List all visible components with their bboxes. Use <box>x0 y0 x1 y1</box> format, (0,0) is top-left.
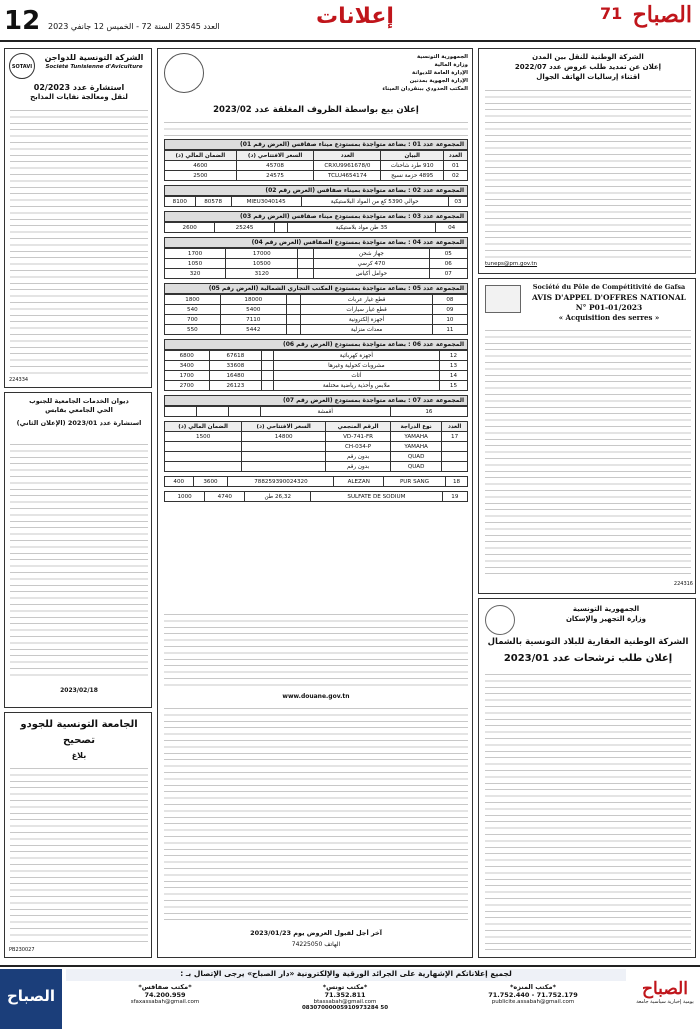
group-03-table <box>164 222 468 233</box>
judo-ad <box>4 712 152 958</box>
tunis-office-title: *مكتب تونس* <box>322 983 368 991</box>
cell <box>262 381 274 391</box>
cell: 26123 <box>209 381 262 391</box>
cell <box>262 361 274 371</box>
cell: 05 <box>429 249 467 259</box>
group-10-table <box>164 491 468 502</box>
gafsa-ad-subject: « Acquisition des serres » <box>558 313 660 322</box>
campus-ad <box>4 392 152 708</box>
cell: 1050 <box>165 259 226 269</box>
sotavi-ad-ref: 224334 <box>9 377 29 383</box>
group-02-table <box>164 196 468 207</box>
cell: 16480 <box>209 371 262 381</box>
cell: أقمشة <box>260 407 390 417</box>
table-row <box>165 171 468 181</box>
header-cell: العدد <box>442 422 468 432</box>
snit-company: الشركة الوطنية العقارية للبلاد التونسية بالشمال <box>487 637 689 647</box>
group-05-table <box>164 294 468 335</box>
logo-wordmark: الصباح <box>632 2 692 28</box>
gafsa-org: Société du Pôle de Compétitivité de Gafsa <box>532 283 686 291</box>
sfax-office <box>80 983 250 1029</box>
cell: 18000 <box>220 295 286 305</box>
cell: 2500 <box>165 171 237 181</box>
customs-ad-title: إعلان بيع بواسطة الظروف المغلقة عدد 2023/02 <box>213 105 419 115</box>
cell <box>165 462 242 472</box>
menzah-office-phone: 71.752.440 - 71.752.179 <box>488 991 578 999</box>
table-row <box>165 305 468 315</box>
cell: ALEZAN <box>334 477 384 487</box>
snit-ad-body <box>485 671 691 951</box>
table-row <box>165 351 468 361</box>
gafsa-logo-icon <box>485 285 521 313</box>
cell: 540 <box>165 305 221 315</box>
cell: 5442 <box>220 325 286 335</box>
group-06-bar: المجموعة عدد 06 : بضاعة متواجدة بمستودع (العرض رقم 06) <box>164 339 468 350</box>
gafsa-ad-body <box>485 327 691 577</box>
table-row <box>165 269 468 279</box>
cell: 02 <box>444 171 468 181</box>
cell: 1500 <box>165 432 242 442</box>
cell: أجهزة إلكترونية <box>301 315 433 325</box>
campus-ad-body <box>10 441 148 681</box>
cell: 910 طرد شاحنات <box>381 161 444 171</box>
sotavi-name-ar: الشركة التونسية للدواجن <box>44 53 144 62</box>
sfax-office-title: *مكتب صفاقس* <box>138 983 192 991</box>
cell <box>442 442 468 452</box>
group-01-bar: المجموعة عدد 01 : بضاعة متواجدة بمستودع ميناء صفاقس (العرض رقم 01) <box>164 139 468 150</box>
bank-account: 08307000005910973284 50 <box>301 1005 389 1011</box>
cell: 03 <box>448 197 467 207</box>
header-cell: نوع الدراجة <box>391 422 442 432</box>
cell: 15 <box>439 381 467 391</box>
main-logo-block <box>630 969 700 1029</box>
group-05-bar: المجموعة عدد 05 : بضاعة متواجدة بمستودع المكتب التجاري الشمالية (العرض رقم 05) <box>164 283 468 294</box>
cell <box>242 452 326 462</box>
cell <box>286 295 300 305</box>
vehicle-header-row <box>165 422 468 432</box>
gov-line-4: الإدارة الجهوية بمدنين <box>409 78 468 84</box>
campus-deadline: 2023/02/18 <box>60 687 98 694</box>
cell: 5400 <box>220 305 286 315</box>
cell: 17 <box>442 432 468 442</box>
table-row <box>165 259 468 269</box>
header-cell: الضمان المالي (د) <box>165 422 242 432</box>
cell: CH-034-P <box>326 442 391 452</box>
cell: معدات منزلية <box>301 325 433 335</box>
gafsa-ad-number: N° P01-01/2023 <box>575 303 643 312</box>
cell: 01 <box>444 161 468 171</box>
cell <box>242 442 326 452</box>
cell: 10 <box>432 315 467 325</box>
cell: 470 كرسي <box>314 259 429 269</box>
table-row <box>165 492 468 502</box>
cell <box>298 259 314 269</box>
sfax-office-email[interactable]: sfaxassabah@gmail.com <box>130 999 200 1005</box>
cell: 1800 <box>165 295 221 305</box>
footer-banner: لجميع إعلاناتكم الإشهارية على الجرائد الورقية والإلكترونية «دار الصباح» يرجى الإتصال بـ : <box>66 969 626 981</box>
table-row <box>165 315 468 325</box>
cell: 4895 حزمة نسيج <box>381 171 444 181</box>
group-02-bar: المجموعة عدد 02 : بضاعة متواجدة بميناء صفاقس (العرض رقم 02) <box>164 185 468 196</box>
cell: بدون رقم <box>326 462 391 472</box>
table-row <box>165 371 468 381</box>
cell: 24575 <box>236 171 314 181</box>
header-cell: العدد <box>314 151 381 161</box>
lots-tables <box>164 139 468 607</box>
cell: 08 <box>432 295 467 305</box>
cell: مشروبات كحولية وغيرها <box>273 361 439 371</box>
customs-conditions-text <box>164 611 468 691</box>
cell: 06 <box>429 259 467 269</box>
cell: YAMAHA <box>391 432 442 442</box>
group-04-bar: المجموعة عدد 04 : بضاعة متواجدة بمستودع الصفاقس (العرض رقم 04) <box>164 237 468 248</box>
cell: 1700 <box>165 249 226 259</box>
cell: TCLU4654174 <box>314 171 381 181</box>
cell: 4740 <box>205 492 245 502</box>
table-row <box>165 223 468 233</box>
cell <box>165 407 197 417</box>
table-row <box>165 407 468 417</box>
cell: PUR SANG <box>384 477 446 487</box>
judo-subtitle: بلاغ <box>71 751 87 760</box>
customs-deadline: آخر أجل لقبول العروض يوم 2023/01/23 <box>250 929 382 937</box>
transport-org: الشركة الوطنية للنقل بين المدن <box>532 53 644 61</box>
cell: جهاز شحن <box>314 249 429 259</box>
lot-header-row <box>165 151 468 161</box>
cell: 12 <box>439 351 467 361</box>
cell: أجهزة كهربائية <box>273 351 439 361</box>
tunis-office-phone: 71.352.811 <box>324 991 366 999</box>
cell: 1700 <box>165 371 210 381</box>
menzah-office <box>440 983 626 1029</box>
sotavi-logo-icon: SOTAVI <box>9 53 35 79</box>
cell: 7110 <box>220 315 286 325</box>
judo-ad-ref: PB230027 <box>9 947 35 953</box>
cell: 400 <box>165 477 194 487</box>
section-title: إعلانات <box>316 4 394 29</box>
cell <box>165 452 242 462</box>
vehicles-table <box>164 421 468 472</box>
menzah-office-email[interactable]: publicite.assabah@gmail.com <box>491 999 575 1005</box>
header-cell: البيان <box>381 151 444 161</box>
cell: 13 <box>439 361 467 371</box>
gafsa-ad <box>478 278 696 594</box>
sotavi-ad-title: استشارة عدد 02/2023 <box>33 83 125 92</box>
cell: SULFATE DE SODIUM <box>311 492 443 502</box>
group-06-table <box>164 350 468 391</box>
table-row <box>165 161 468 171</box>
cell: 19 <box>442 492 467 502</box>
cell: 18 <box>446 477 468 487</box>
cell: QUAD <box>391 462 442 472</box>
issue-line: العدد 23545 السنة 72 - الخميس 12 جانفي 2023 <box>48 22 220 31</box>
horse-table <box>164 476 468 487</box>
campus-org: ديوان الخدمات الجامعية للجنوب <box>29 397 129 405</box>
cell <box>262 371 274 381</box>
cell: 2700 <box>165 381 210 391</box>
group-03-bar: المجموعة عدد 03 : بضاعة متواجدة بمستودع ميناء صفاقس (العرض رقم 03) <box>164 211 468 222</box>
cell: VD-741-FR <box>326 432 391 442</box>
cell: 3600 <box>193 477 228 487</box>
header-cell: الضمان المالي (د) <box>165 151 237 161</box>
gov-line-1: الجمهورية التونسية <box>416 54 468 60</box>
header-cell: السعر الافتتاحي (د) <box>236 151 314 161</box>
snit-ad-title: إعلان طلب ترشحات عدد 2023/01 <box>503 653 673 664</box>
left-column <box>4 48 152 958</box>
cell <box>286 315 300 325</box>
cell: 14 <box>439 371 467 381</box>
tunis-office <box>260 983 430 1029</box>
group-07-table <box>164 406 468 417</box>
cell: 04 <box>436 223 468 233</box>
cell: 35 طن مواد بلاستيكية <box>287 223 435 233</box>
mini-logo: الصباح <box>6 987 56 1005</box>
tunisia-seal-icon <box>164 53 204 93</box>
header-cell: الرقم المنجمي <box>326 422 391 432</box>
sotavi-ad-subtitle: لنقل ومعالجة نفايات المذابح <box>30 93 128 101</box>
customs-gov-block <box>308 53 468 103</box>
gov-line-2: وزارة المالية <box>434 62 468 68</box>
transport-ad <box>478 48 696 274</box>
judo-ad-body <box>10 765 148 945</box>
table-row <box>165 295 468 305</box>
cell <box>298 269 314 279</box>
cell: حوالي 5390 كغ من المواد البلاستيكية <box>301 197 448 207</box>
sotavi-name-fr: Société Tunisienne d'Aviculture <box>45 64 143 70</box>
cell <box>298 249 314 259</box>
mini-logo-block <box>0 969 62 1029</box>
group-04-table <box>164 248 468 279</box>
table-row <box>165 197 468 207</box>
cell <box>286 325 300 335</box>
menzah-office-title: *مكتب المنزه* <box>510 983 556 991</box>
tunis-office-email[interactable]: btassabah@gmail.com <box>313 999 377 1005</box>
sfax-office-phone: 74.200.959 <box>144 991 186 999</box>
campus-org-sub: الحي الجامعي بقابس <box>45 406 113 414</box>
cell: 09 <box>432 305 467 315</box>
transport-ad-subtitle: اقتناء إرساليات الهاتف الجوال <box>536 73 640 81</box>
snit-ministry: وزارة التجهيز والإسكان <box>565 615 647 623</box>
group-07-bar: المجموعة عدد 07 : بضاعة متواجدة بمستودع (العرض رقم 07) <box>164 395 468 406</box>
cell: 17000 <box>226 249 298 259</box>
cell: 550 <box>165 325 221 335</box>
transport-ad-body <box>485 87 691 259</box>
footer-logo: الصباح <box>642 979 688 999</box>
customs-ad-intro <box>164 119 468 137</box>
cell <box>274 223 287 233</box>
transport-email[interactable]: tuneps@pm.gov.tn <box>485 261 538 267</box>
transport-ad-title: إعلان عن تمديد طلب عروض عدد 2022/07 <box>514 63 662 71</box>
footer-tagline: يومية إخبارية سياسية جامعة <box>636 999 694 1005</box>
table-row <box>165 325 468 335</box>
gov-line-3: الإدارة العامة للديوانة <box>412 70 468 76</box>
cell: 45708 <box>236 161 314 171</box>
gafsa-ad-ref: 224316 <box>673 581 693 587</box>
customs-website[interactable]: www.douane.gov.tn <box>282 693 350 700</box>
cell <box>165 442 242 452</box>
cell <box>442 462 468 472</box>
cell <box>442 452 468 462</box>
snit-ad <box>478 598 696 958</box>
cell: 6800 <box>165 351 210 361</box>
table-row <box>165 381 468 391</box>
cell: أثاث <box>273 371 439 381</box>
cell: قطع غيار سيارات <box>301 305 433 315</box>
right-column <box>478 48 696 958</box>
table-row <box>165 462 468 472</box>
sotavi-ad <box>4 48 152 388</box>
page-footer <box>0 965 700 1029</box>
cell: CRXU9961678/0 <box>314 161 381 171</box>
cell: 14800 <box>242 432 326 442</box>
cell: 3400 <box>165 361 210 371</box>
cell <box>262 351 274 361</box>
cell: قطع غيار عربات <box>301 295 433 305</box>
cell <box>286 305 300 315</box>
page-header <box>0 0 700 42</box>
cell <box>196 407 228 417</box>
cell: 4600 <box>165 161 237 171</box>
cell: 788259390024320 <box>228 477 334 487</box>
cell: QUAD <box>391 452 442 462</box>
cell: 1000 <box>165 492 205 502</box>
customs-sale-ad <box>157 48 473 958</box>
cell: 07 <box>429 269 467 279</box>
cell: 8100 <box>165 197 196 207</box>
customs-phone: الهاتف 74225050 <box>291 941 341 948</box>
campus-ad-title: استشارة عدد 2023/01 (الإعلان الثاني) <box>16 419 142 427</box>
cell <box>242 462 326 472</box>
cell: ملابس وأحذية رياضية مختلفة <box>273 381 439 391</box>
snit-gov: الجمهورية التونسية <box>572 605 640 613</box>
cell: 67618 <box>209 351 262 361</box>
table-row <box>165 432 468 442</box>
table-row <box>165 452 468 462</box>
cell: حوامل أكياس <box>314 269 429 279</box>
tunisia-seal-icon <box>485 605 515 635</box>
judo-title: تصحيح <box>62 735 96 746</box>
logo-anniversary: 71 <box>600 4 623 23</box>
customs-procedure-text <box>164 705 468 925</box>
page-number: 12 <box>4 6 41 36</box>
cell: YAMAHA <box>391 442 442 452</box>
table-row <box>165 442 468 452</box>
group-01-table <box>164 150 468 181</box>
cell: MIEU3040145 <box>231 197 301 207</box>
cell: 11 <box>432 325 467 335</box>
cell: بدون رقم <box>326 452 391 462</box>
cell: 10500 <box>226 259 298 269</box>
header-cell: العدد <box>444 151 468 161</box>
cell: 25245 <box>215 223 275 233</box>
cell: 16 <box>390 407 467 417</box>
gafsa-ad-title: AVIS D'APPEL D'OFFRES NATIONAL <box>532 293 686 302</box>
cell: 700 <box>165 315 221 325</box>
cell: 2600 <box>165 223 215 233</box>
cell: 33608 <box>209 361 262 371</box>
table-row <box>165 477 468 487</box>
table-row <box>165 249 468 259</box>
cell <box>228 407 260 417</box>
gov-line-5: المكتب الحدودي ببنقردان الميناء <box>382 86 468 92</box>
cell: 80578 <box>195 197 231 207</box>
cell: 320 <box>165 269 226 279</box>
sotavi-ad-body <box>10 107 148 375</box>
table-row <box>165 361 468 371</box>
newspaper-logo <box>600 2 696 38</box>
header-cell: السعر الافتتاحي (د) <box>242 422 326 432</box>
cell: 26,32 طن <box>245 492 311 502</box>
cell: 3120 <box>226 269 298 279</box>
judo-org: الجامعة التونسية للجودو <box>20 719 138 730</box>
